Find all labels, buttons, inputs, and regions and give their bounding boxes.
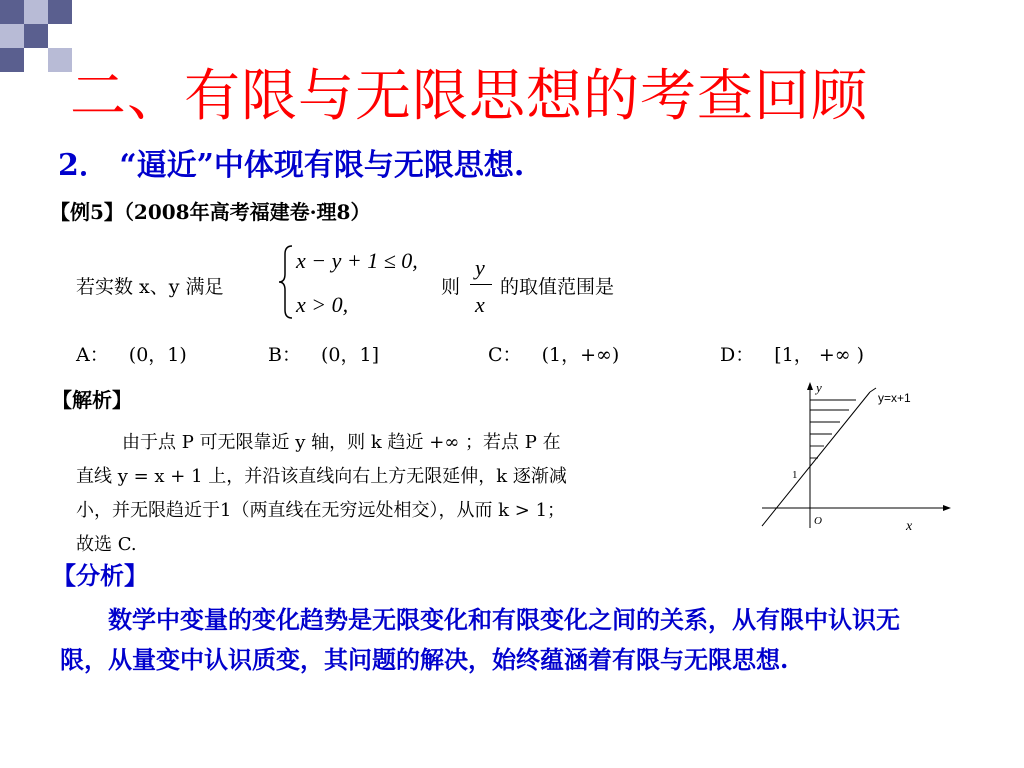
- option-value: [1， +∞ ): [774, 344, 865, 366]
- analysis-text: [76, 426, 701, 562]
- option-d: [720, 340, 864, 367]
- remark-line: 数学中变量的变化趋势是无限变化和有限变化之间的关系，从有限中认识无: [108, 605, 900, 634]
- region-graph: [752, 378, 952, 532]
- tick-label: 1: [792, 469, 798, 481]
- remark-text: [60, 600, 970, 680]
- condition-2: x > 0,: [296, 292, 349, 317]
- option-b: [268, 340, 379, 367]
- fraction-denominator: x: [475, 292, 485, 317]
- line-y-equals-x-plus-1: [762, 392, 870, 526]
- option-a: [76, 340, 187, 367]
- option-value: (0，1): [128, 344, 187, 366]
- option-label: D：: [720, 344, 755, 366]
- x-axis-arrow-icon: [943, 505, 951, 511]
- example-header: 【例5】（2008年高考福建卷·理8）: [50, 200, 371, 224]
- y-axis-arrow-icon: [807, 382, 813, 390]
- line-label: y=x+1: [878, 391, 911, 405]
- fraction-bar: [470, 284, 492, 285]
- fraction-numerator: y: [475, 255, 485, 280]
- analysis-line: 直线 y = x + 1 上，并沿该直线向右上方无限延伸，k 逐渐减: [76, 466, 567, 487]
- y-axis-label: y: [816, 380, 822, 395]
- analysis-line: 小，并无限趋近于1（两直线在无穷远处相交），从而 k > 1；: [76, 500, 566, 521]
- option-value: (1，+∞): [541, 344, 620, 366]
- brace-icon: [278, 244, 294, 320]
- x-axis-label: x: [906, 519, 913, 532]
- option-label: A：: [76, 344, 109, 366]
- option-c: [488, 340, 619, 367]
- slide-subtitle: 2． “逼近”中体现有限与无限思想.: [58, 148, 525, 183]
- hatch-lines: [810, 400, 856, 458]
- analysis-line: 由于点 P 可无限靠近 y 轴，则 k 趋近 +∞ ；若点 P 在: [122, 432, 561, 453]
- analysis-header: 【解析】: [52, 388, 132, 412]
- option-value: (0，1]: [321, 344, 380, 366]
- question-suffix: 的取值范围是: [500, 276, 615, 298]
- remark-line: 限，从量变中认识质变，其问题的解决，始终蕴涵着有限与无限思想.: [60, 645, 789, 674]
- then-label: 则: [441, 276, 461, 298]
- analysis-line: 故选 C.: [76, 534, 137, 555]
- origin-label: O: [814, 515, 822, 527]
- condition-1: x − y + 1 ≤ 0,: [296, 248, 418, 273]
- option-label: C：: [488, 344, 522, 366]
- remark-header: 【分析】: [52, 561, 148, 590]
- slide-title: 二、有限与无限思想的考查回顾: [70, 64, 868, 129]
- question-prefix: 若实数 x、y 满足: [76, 276, 224, 298]
- option-label: B：: [268, 344, 301, 366]
